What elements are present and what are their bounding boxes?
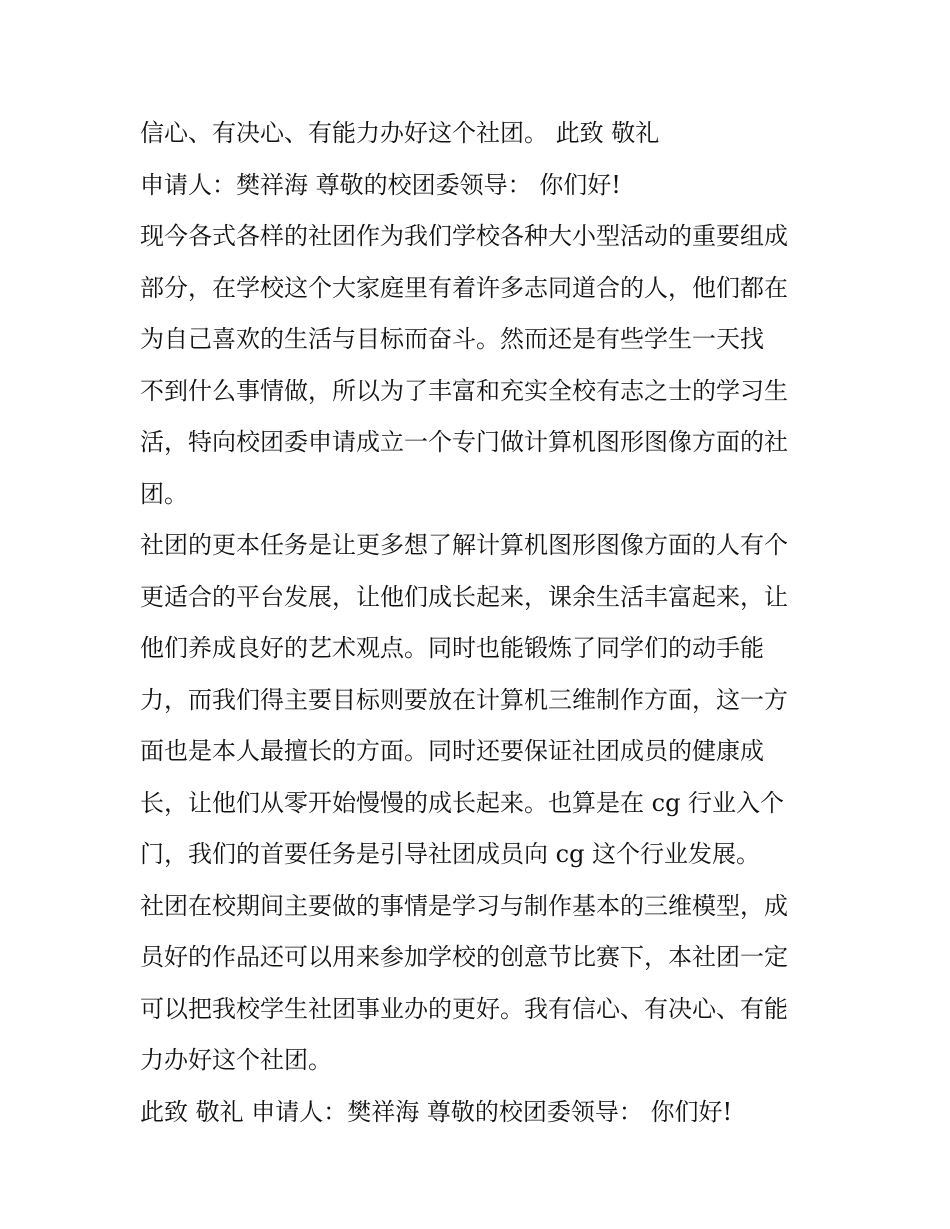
text-line-5: 为自己喜欢的生活与目标而奋斗。然而还是有些学生一天找 [140, 325, 764, 353]
text-line-4: 部分，在学校这个大家庭里有着许多志同道合的人，他们都在 [140, 273, 788, 302]
text-line-16: 社团在校期间主要做的事情是学习与制作基本的三维模型，成 [140, 891, 788, 920]
text-line-8: 团。 [140, 479, 188, 508]
text-line-15: 门，我们的首要任务是引导社团成员向 cg 这个行业发展。 [140, 840, 761, 868]
text-line-17: 员好的作品还可以用来参加学校的创意节比赛下，本社团一定 [140, 943, 788, 971]
text-line-13: 面也是本人最擅长的方面。同时还要保证社团成员的健康成 [140, 737, 764, 765]
text-line-6: 不到什么事情做，所以为了丰富和充实全校有志之士的学习生 [140, 376, 788, 405]
text-line-18: 可以把我校学生社团事业办的更好。我有信心、有决心、有能 [140, 994, 788, 1023]
text-line-12: 力，而我们得主要目标则要放在计算机三维制作方面，这一方 [140, 685, 788, 714]
text-line-11: 他们养成良好的艺术观点。同时也能锻炼了同学们的动手能 [140, 634, 764, 662]
text-line-7: 活，特向校团委申请成立一个专门做计算机图形图像方面的社 [140, 428, 788, 456]
text-line-10: 更适合的平台发展，让他们成长起来，课余生活丰富起来，让 [140, 582, 788, 611]
text-line-1: 信心、有决心、有能力办好这个社团。 此致 敬礼 [140, 119, 660, 147]
text-line-2: 申请人：樊祥海 尊敬的校团委领导： 你们好! [140, 170, 621, 199]
text-line-14: 长，让他们从零开始慢慢的成长起来。也算是在 cg 行业入个 [140, 788, 785, 817]
text-line-9: 社团的更本任务是让更多想了解计算机图形图像方面的人有个 [140, 531, 788, 559]
text-line-20: 此致 敬礼 申请人：樊祥海 尊敬的校团委领导： 你们好! [140, 1097, 733, 1126]
text-line-19: 力办好这个社团。 [140, 1046, 332, 1074]
text-line-3: 现今各式各样的社团作为我们学校各种大小型活动的重要组成 [140, 222, 788, 250]
document-body [140, 108, 820, 1138]
